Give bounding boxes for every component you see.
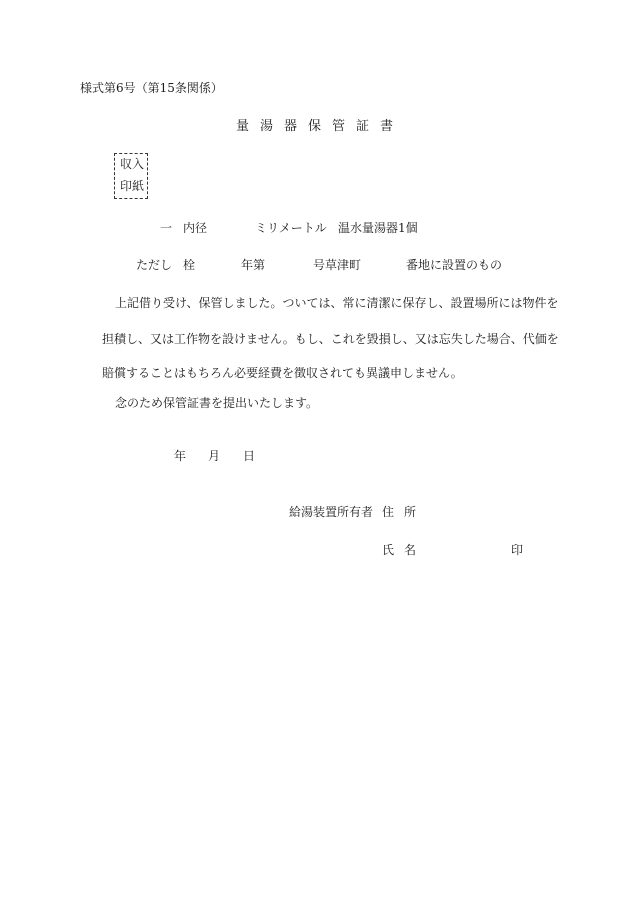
location-year-no: 年第 xyxy=(241,258,266,272)
body-paragraph-4: 念のため保管証書を提出いたします。 xyxy=(115,396,319,410)
location-lot: 番地に設置のもの xyxy=(406,258,503,272)
stamp-label-line1: 収入 xyxy=(120,157,145,171)
stamp-label-line2: 印紙 xyxy=(120,179,145,193)
owner-seal-label: 印 xyxy=(511,543,524,557)
item-bore-label: 内径 xyxy=(183,221,208,235)
location-number-place: 号草津町 xyxy=(313,258,362,272)
owner-name-label: 氏名 xyxy=(382,543,427,557)
owner-label: 給湯装置所有者 xyxy=(289,505,374,519)
body-paragraph-2: 担積し、又は工作物を設けません。もし、これを毀損し、又は忘失した場合、代価を xyxy=(102,332,559,346)
date-month-label: 月 xyxy=(208,449,221,463)
body-paragraph-1: 上記借り受け、保管しました。ついては、常に清潔に保存し、設置場所には物件を xyxy=(115,296,559,310)
form-number: 様式第6号（第15条関係） xyxy=(80,81,223,95)
location-plug: 栓 xyxy=(183,258,196,272)
document-title: 量湯器保管証書 xyxy=(236,119,405,134)
owner-address-label: 住所 xyxy=(382,505,427,519)
item-description: 温水量湯器1個 xyxy=(338,221,418,235)
item-number: 一 xyxy=(160,221,173,235)
date-day-label: 日 xyxy=(243,449,256,463)
body-paragraph-3: 賠償することはもちろん必要経費を徴収されても異議申しません。 xyxy=(102,366,463,380)
date-year-label: 年 xyxy=(174,449,187,463)
item-unit: ミリメートル xyxy=(255,221,327,235)
location-proviso: ただし xyxy=(136,258,173,272)
